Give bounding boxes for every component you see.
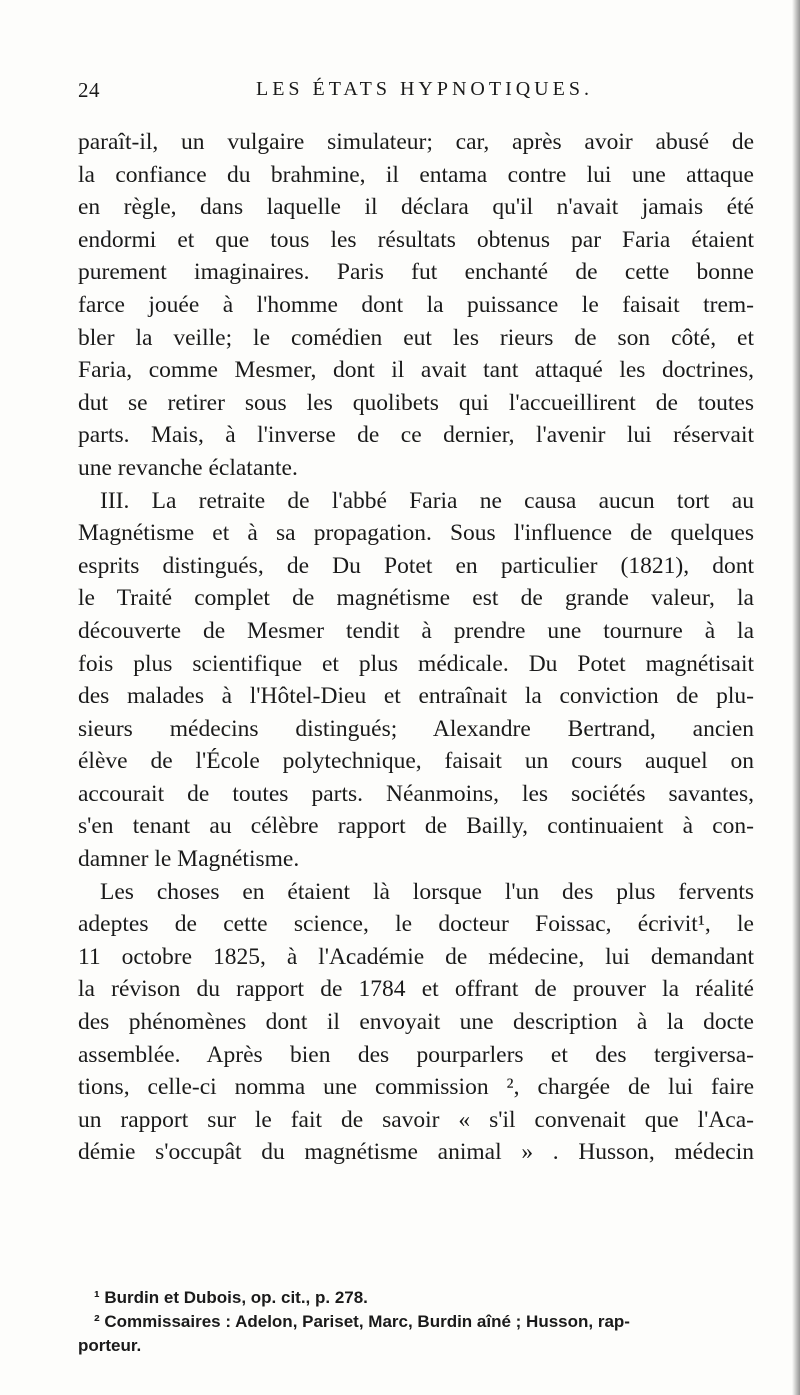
text-line: démie s'occupât du magnétisme animal » . Husson, médecin xyxy=(78,1139,754,1166)
text-line: la confiance du brahmine, il entama contre lui une attaque xyxy=(78,161,754,188)
text-line: Faria, comme Mesmer, dont il avait tant attaqué les doctrines, xyxy=(78,357,754,384)
text-line: une revanche éclatante. xyxy=(78,454,298,481)
text-line: purement imaginaires. Paris fut enchanté de cette bonne xyxy=(78,259,754,286)
text-line: le Traité complet de magnétisme est de grande valeur, la xyxy=(78,585,754,612)
text-line: Magnétisme et à sa propagation. Sous l'influence de quelques xyxy=(78,520,754,547)
footnote-line: ¹ Burdin et Dubois, op. cit., p. 278. xyxy=(94,1288,368,1307)
footnote-line: ² Commissaires : Adelon, Pariset, Marc, Burdin aîné ; Husson, rap- xyxy=(94,1312,630,1331)
text-line: III. La retraite de l'abbé Faria ne causa aucun tort au xyxy=(100,487,754,514)
text-line: assemblée. Après bien des pourparlers et des tergiversa- xyxy=(78,1041,754,1068)
text-line: tions, celle-ci nomma une commission ², chargée de lui faire xyxy=(78,1074,754,1101)
page-edge-shadow xyxy=(792,0,800,1395)
text-line: Les choses en étaient là lorsque l'un des plus fervents xyxy=(100,878,754,905)
text-line: des phénomènes dont il envoyait une description à la docte xyxy=(78,1009,754,1036)
text-line: esprits distingués, de Du Potet en particulier (1821), dont xyxy=(78,552,754,579)
text-line: des malades à l'Hôtel-Dieu et entraînait la conviction de plu- xyxy=(78,683,754,710)
text-line: 11 octobre 1825, à l'Académie de médecine, lui demandant xyxy=(78,943,754,970)
text-line: découverte de Mesmer tendit à prendre une tournure à la xyxy=(78,617,754,644)
text-line: élève de l'École polytechnique, faisait un cours auquel on xyxy=(78,748,754,775)
text-line: damner le Magnétisme. xyxy=(78,846,300,873)
footnotes xyxy=(78,1286,754,1358)
text-line: sieurs médecins distingués; Alexandre Bertrand, ancien xyxy=(78,715,754,742)
text-line: en règle, dans laquelle il déclara qu'il n'avait jamais été xyxy=(78,194,754,221)
text-line: la révison du rapport de 1784 et offrant de prouver la réalité xyxy=(78,976,754,1003)
text-line: dut se retirer sous les quolibets qui l'accueillirent de toutes xyxy=(78,389,754,416)
text-line: endormi et que tous les résultats obtenus par Faria étaient xyxy=(78,226,754,253)
text-line: farce jouée à l'homme dont la puissance le faisait trem- xyxy=(78,291,754,318)
footnote-line: porteur. xyxy=(78,1336,142,1355)
text-line: fois plus scientifique et plus médicale. Du Potet magnétisait xyxy=(78,650,754,677)
text-line: paraît-il, un vulgaire simulateur; car, après avoir abusé de xyxy=(78,129,754,155)
text-line: parts. Mais, à l'inverse de ce dernier, l'avenir lui réservait xyxy=(78,422,754,449)
running-title: LES ÉTATS HYPNOTIQUES. xyxy=(256,78,593,100)
text-line: s'en tenant au célèbre rapport de Bailly, continuaient à con- xyxy=(78,813,754,840)
text-line: accourait de toutes parts. Néanmoins, les sociétés savantes, xyxy=(78,780,754,807)
running-head xyxy=(78,78,748,108)
text-line: bler la veille; le comédien eut les rieurs de son côté, et xyxy=(78,324,754,351)
text-line: un rapport sur le fait de savoir « s'il convenait que l'Aca- xyxy=(78,1106,754,1133)
text-line: adeptes de cette science, le docteur Foissac, écrivit¹, le xyxy=(78,911,754,938)
body-text xyxy=(78,126,754,1169)
page-number: 24 xyxy=(78,78,100,102)
